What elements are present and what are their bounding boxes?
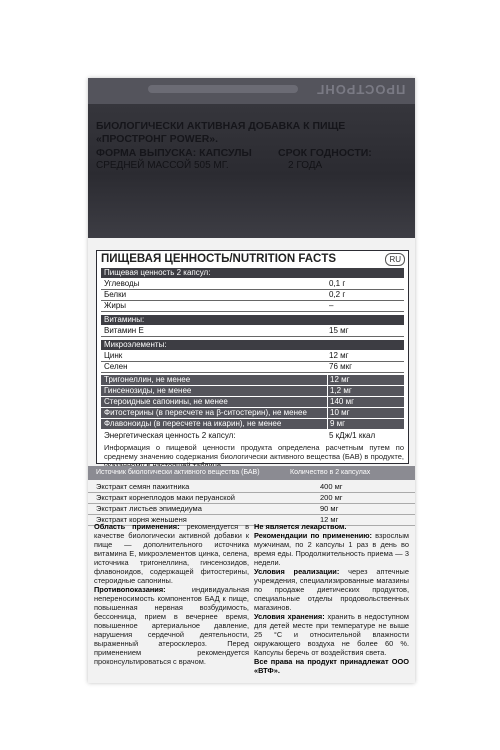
bav-table-row: Экстракт корнеплодов маки перуанской 200 мг bbox=[88, 493, 415, 504]
bav-table-row: Экстракт листьев эпимедиума 90 мг bbox=[88, 504, 415, 515]
nutrition-info-note: Информация о пищевой ценности продукта определена расчетным путем по среднему значению содержания биологически активного вещества (БАВ) в продукте, bbox=[104, 443, 404, 461]
release-form-value: СРЕДНЕЙ МАССОЙ 505 МГ. bbox=[96, 160, 229, 171]
contraindications-label: Противопоказания: bbox=[94, 585, 166, 594]
product-box-back bbox=[88, 78, 415, 683]
usage-label: Рекомендации по применению: bbox=[254, 531, 373, 540]
energy-row: Энергетическая ценность 2 капсул: 5 кДж/1 ккал bbox=[104, 431, 376, 440]
box-top-dark-panel bbox=[88, 78, 415, 238]
right-info-column bbox=[254, 522, 409, 675]
box-top-brand-text: ПРОСТРОНГ bbox=[315, 82, 405, 97]
bav-table-header: Источник биологически активного вещества (БАВ) Количество в 2 капсулах bbox=[88, 466, 415, 480]
nutrition-section-header: Микроэлементы: bbox=[101, 340, 404, 350]
nutrition-row: Селен 76 мкг bbox=[101, 362, 404, 373]
left-info-column bbox=[94, 522, 249, 666]
nutrition-row: Витамин Е 15 мг bbox=[101, 326, 404, 337]
box-top-decoration bbox=[148, 85, 298, 93]
nutrition-row: Углеводы 0,1 г bbox=[101, 279, 404, 290]
storage-conditions bbox=[254, 612, 409, 657]
box-top-strip bbox=[88, 78, 415, 104]
release-form-label: ФОРМА ВЫПУСКА: КАПСУЛЫ bbox=[96, 147, 252, 159]
application-area-text: рекомендуется в качестве биологически активной добавки к пище — дополнительного источника витамина Е, микроэлементов цинка, селена, источника тригонеллина, гинсенозидов, флавоноидов, содержащей фитостерины, стероидные сапонины. bbox=[94, 522, 249, 585]
contraindications bbox=[94, 585, 249, 666]
rights-note: Все права на продукт принадлежат ООО «ВТФ». bbox=[254, 657, 409, 675]
contraindications-text: индивидуальная непереносимость компонентов БАД к пище, повышенная нервная возбудимость, бессонница, прием в вечернее время, повышенное артериальное давление, нарушения сердечной деятельности, выраженный атеросклероз. Перед применением рекомендуется проконсультироваться с врачом. bbox=[94, 585, 249, 666]
nutrition-facts-panel bbox=[96, 250, 409, 464]
nutrition-row: Жиры – bbox=[101, 301, 404, 312]
sale-conditions bbox=[254, 567, 409, 612]
nutrition-bav-row: Гинсенозиды, не менее 1,2 мг bbox=[101, 386, 404, 396]
bav-table-row: Экстракт семян пажитника 400 мг bbox=[88, 482, 415, 493]
not-medicine-note: Не является лекарством. bbox=[254, 522, 347, 531]
storage-label: Условия хранения: bbox=[254, 612, 325, 621]
nutrition-section-header: Пищевая ценность 2 капсул: bbox=[101, 268, 404, 278]
shelf-life-value: 2 ГОДА bbox=[288, 160, 323, 171]
sale-label: Условия реализации: bbox=[254, 567, 340, 576]
nutrition-section-header: Витамины: bbox=[101, 315, 404, 325]
sale-text: через аптечные учреждения, специализированные магазины по продаже диетических продуктов, специальные отделы продовольственных магазинов. bbox=[254, 567, 409, 612]
nutrition-bav-row: Тригонеллин, не менее 12 мг bbox=[101, 375, 404, 385]
nutrition-bav-row: Флавоноиды (в пересчете на икарин), не менее 9 мг bbox=[101, 419, 404, 429]
nutrition-bav-row: Фитостерины (в пересчете на β-ситостерин), не менее 10 мг bbox=[101, 408, 404, 418]
storage-text: хранить в недоступном для детей месте при температуре не выше 25 °С и относительной влажности окружающего воздуха не более 60 %. Капсулы беречь от воздействия света. bbox=[254, 612, 410, 657]
supplement-title: БИОЛОГИЧЕСКИ АКТИВНАЯ ДОБАВКА К ПИЩЕ bbox=[96, 120, 346, 132]
shelf-life-label: СРОК ГОДНОСТИ: bbox=[278, 147, 372, 159]
nutrition-facts-title: ПИЩЕВАЯ ЦЕННОСТЬ/NUTRITION FACTS bbox=[101, 253, 337, 265]
nutrition-row: Цинк 12 мг bbox=[101, 351, 404, 362]
nutrition-bav-row: Стероидные сапонины, не менее 140 мг bbox=[101, 397, 404, 407]
usage-text: взрослым мужчинам, по 2 капсулы 1 раз в день во время еды. Продолжительность приема — 3 недели. bbox=[254, 531, 409, 567]
application-area bbox=[94, 522, 249, 585]
nutrition-row: Белки 0,2 г bbox=[101, 290, 404, 301]
usage-recommendations bbox=[254, 531, 409, 567]
bav-table-row: Экстракт корня женьшеня 12 мг bbox=[88, 515, 415, 526]
supplement-product-name: «ПРОСТРОНГ POWER». bbox=[96, 133, 219, 145]
application-area-label: Область применения: bbox=[94, 522, 180, 531]
ru-badge: RU bbox=[385, 253, 405, 266]
